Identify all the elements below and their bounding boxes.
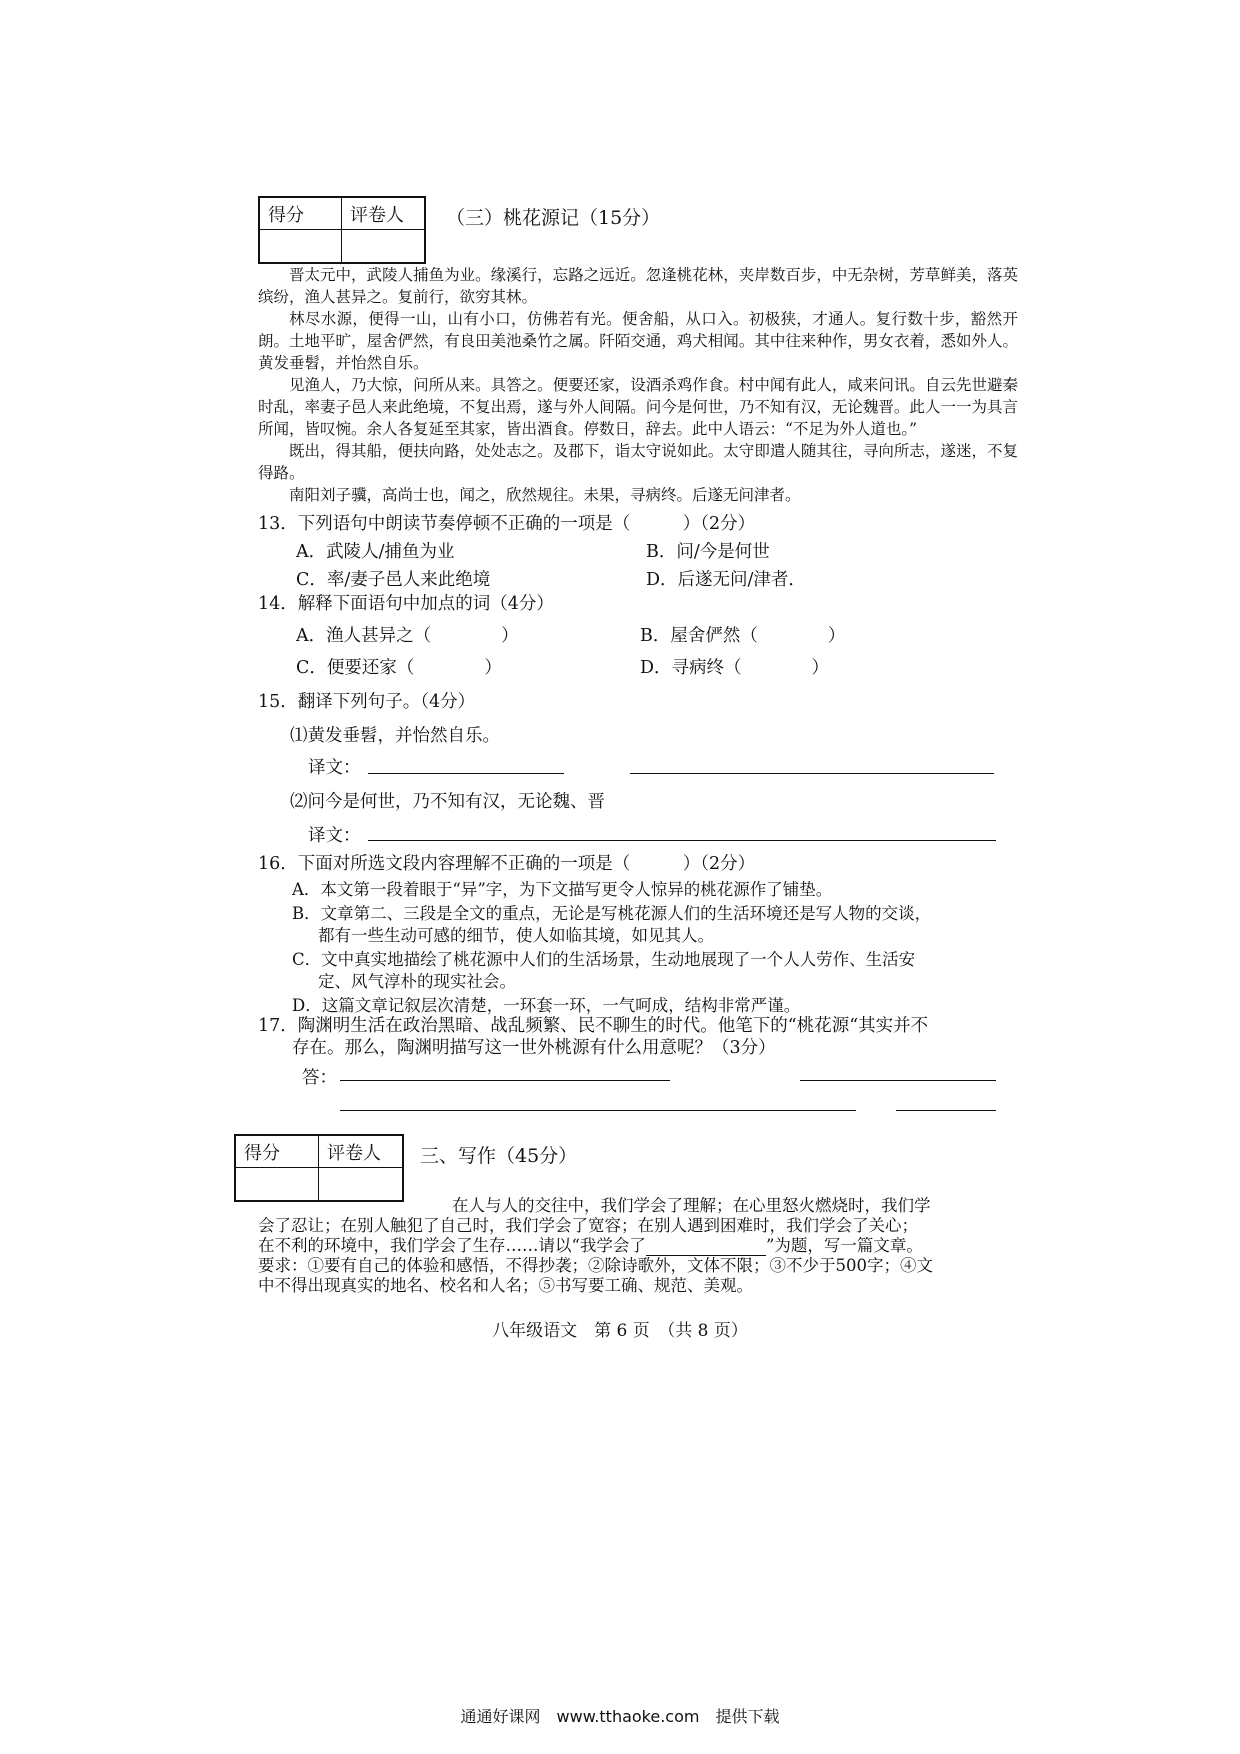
question-13-stem: 13．下列语句中朗读节奏停顿不正确的一项是（ ）（2分）	[258, 514, 756, 534]
q13-option-a[interactable]: A．武陵人/捕鱼为业	[296, 542, 455, 562]
score-box-writing	[234, 1134, 404, 1202]
passage-paragraph-4: 既出，得其船，便扶向路，处处志之。及郡下，诣太守说如此。太守即遣人随其往，寻向所志，遂迷，不复得路。	[258, 442, 1018, 482]
q17-answer-line-2b[interactable]	[896, 1110, 996, 1111]
q15-sentence-2: ⑵问今是何世，乃不知有汉，无论魏、晋	[290, 792, 605, 812]
watermark: 通通好课网 www.tthaoke.com 提供下载	[460, 1707, 780, 1726]
essay-title-blank[interactable]	[646, 1237, 766, 1256]
q13-option-b[interactable]: B．问/今是何世	[646, 542, 770, 562]
grader-label: 评卷人	[342, 198, 424, 230]
q16-option-a[interactable]: A．本文第一段着眼于“异”字，为下文描写更令人惊异的桃花源作了铺垫。	[292, 880, 833, 899]
q15-answer-line-1a[interactable]	[368, 773, 564, 774]
essay-prompt	[258, 1196, 1018, 1296]
score-label: 得分	[236, 1136, 319, 1168]
q16-option-c-line-1[interactable]: C．文中真实地描绘了桃花源中人们的生活场景，生动地展现了一个人人劳作、生活安	[292, 950, 916, 969]
q14-item-a[interactable]: A．渔人甚异之（ ）	[296, 626, 519, 646]
q15-answer-label-1: 译文：	[308, 758, 361, 778]
essay-line-3-end: ”为题，写一篇文章。	[765, 1236, 923, 1255]
essay-line-1: 在人与人的交往中，我们学会了理解；在心里怒火燃烧时，我们学	[452, 1196, 931, 1215]
q15-answer-line-1b[interactable]	[630, 773, 994, 774]
q17-answer-line-1b[interactable]	[800, 1080, 996, 1081]
q15-answer-line-2[interactable]	[368, 840, 996, 841]
score-label: 得分	[260, 198, 342, 230]
question-14-stem: 14．解释下面语句中加点的词（4分）	[258, 594, 554, 614]
passage-paragraph-3: 见渔人，乃大惊，问所从来。具答之。便要还家，设酒杀鸡作食。村中闻有此人，咸来问讯。自云先世避秦时乱，率妻子邑人来此绝境，不复出焉，遂与外人间隔。问今是何世，乃不知有汉，无论魏晋。此人一一为具言所闻，皆叹惋。余人各复延至其家，皆出酒食。停数日，辞去。此中人语云：“不足为外人道也。”	[258, 376, 1018, 438]
passage	[258, 264, 1018, 506]
q16-option-b-line-1[interactable]: B．文章第二、三段是全文的重点，无论是写桃花源人们的生活环境还是写人物的交谈，	[292, 904, 932, 923]
question-17-line-1: 17．陶渊明生活在政治黑暗、战乱频繁、民不聊生的时代。他笔下的“桃花源“其实并不	[258, 1016, 929, 1036]
question-15-stem: 15．翻译下列句子。（4分）	[258, 692, 476, 712]
q14-item-c[interactable]: C．便要还家（ ）	[296, 658, 502, 678]
reading-section-title: （三）桃花源记（15分）	[446, 207, 661, 229]
essay-line-4: 要求：①要有自己的体验和感悟，不得抄袭；②除诗歌外，文体不限；③不少于500字；④文	[258, 1256, 933, 1275]
q15-answer-label-2: 译文：	[308, 826, 361, 846]
q13-option-d[interactable]: D．后遂无问/津者．	[646, 570, 806, 590]
writing-section-title: 三、写作（45分）	[420, 1145, 578, 1167]
question-16-stem: 16．下面对所选文段内容理解不正确的一项是（ ）（2分）	[258, 854, 756, 874]
q17-answer-line-1a[interactable]	[340, 1080, 670, 1081]
q13-option-c[interactable]: C．率/妻子邑人来此绝境	[296, 570, 491, 590]
essay-line-2: 会了忍让；在别人触犯了自己时，我们学会了宽容；在别人遇到困难时，我们学会了关心；	[258, 1216, 918, 1235]
score-cell[interactable]	[260, 230, 342, 262]
passage-paragraph-2: 林尽水源，便得一山，山有小口，仿佛若有光。便舍船，从口入。初极狭，才通人。复行数十步，豁然开朗。土地平旷，屋舍俨然，有良田美池桑竹之属。阡陌交通，鸡犬相闻。其中往来种作，男女衣着，悉如外人。黄发垂髫，并怡然自乐。	[258, 310, 1018, 372]
q16-option-b-line-2: 都有一些生动可感的细节，使人如临其境，如见其人。	[318, 926, 714, 945]
page-footer: 八年级语文 第 6 页 （共 8 页）	[492, 1321, 748, 1341]
passage-paragraph-1: 晋太元中，武陵人捕鱼为业。缘溪行，忘路之远近。忽逢桃花林，夹岸数百步，中无杂树，芳草鲜美，落英缤纷，渔人甚异之。复前行，欲穷其林。	[258, 266, 1018, 306]
q16-option-d[interactable]: D．这篇文章记叙层次清楚，一环套一环，一气呵成，结构非常严谨。	[292, 996, 801, 1015]
q17-answer-label: 答：	[302, 1068, 337, 1088]
essay-line-3-start: 在不利的环境中，我们学会了生存……请以“我学会了	[258, 1236, 646, 1255]
essay-line-5: 中不得出现真实的地名、校名和人名；⑤书写要工确、规范、美观。	[258, 1276, 753, 1295]
passage-paragraph-5: 南阳刘子骥，高尚士也，闻之，欣然规往。未果，寻病终。后遂无问津者。	[289, 486, 801, 504]
question-17-line-2: 存在。那么，陶渊明描写这一世外桃源有什么用意呢？（3分）	[292, 1038, 776, 1058]
q15-sentence-1: ⑴黄发垂髫，并怡然自乐。	[290, 726, 500, 746]
score-box-reading	[258, 196, 426, 264]
q14-item-b[interactable]: B．屋舍俨然（ ）	[640, 626, 846, 646]
q16-option-c-line-2: 定、风气淳朴的现实社会。	[318, 972, 516, 991]
grader-label: 评卷人	[319, 1136, 402, 1168]
grader-cell[interactable]	[342, 230, 424, 262]
q14-item-d[interactable]: D．寻病终（ ）	[640, 658, 830, 678]
essay-line-3	[258, 1236, 1018, 1256]
q17-answer-line-2a[interactable]	[340, 1110, 856, 1111]
